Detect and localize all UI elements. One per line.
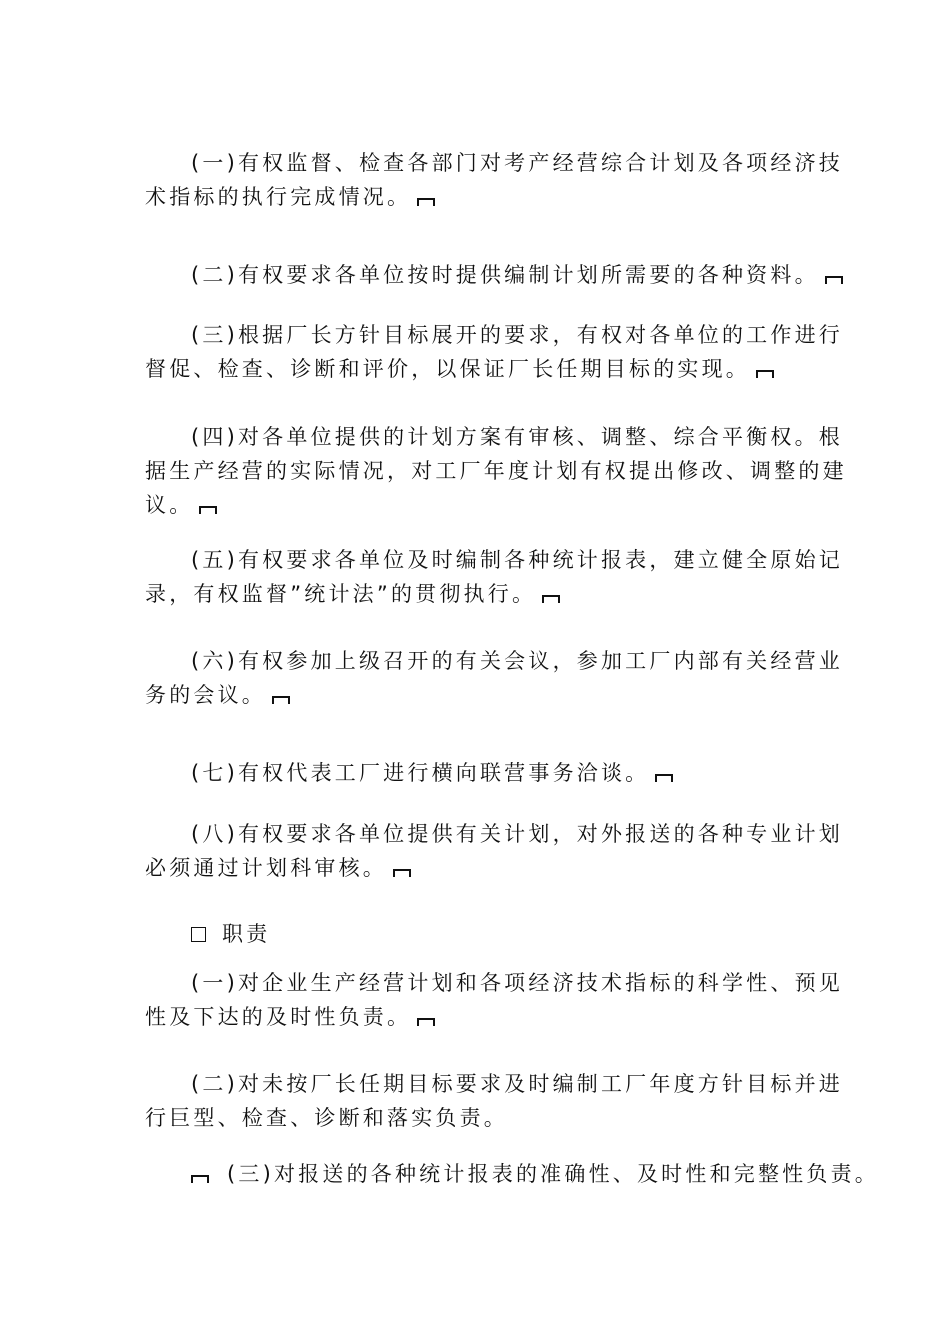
paragraph-line: (七)有权代表工厂进行横向联营事务洽谈。	[191, 761, 650, 785]
paragraph-mark-icon	[542, 595, 560, 603]
duties-paragraph-2	[145, 1067, 843, 1135]
paragraph-line: (一)有权监督、检查各部门对考产经营综合计划及各项经济技	[191, 151, 843, 175]
paragraph-line: 据生产经营的实际情况，对工厂年度计划有权提出修改、调整的建	[145, 459, 847, 483]
paragraph-line: (五)有权要求各单位及时编制各种统计报表，建立健全原始记	[191, 548, 843, 572]
paragraph-line: (二)有权要求各单位按时提供编制计划所需要的各种资料。	[191, 263, 819, 287]
paragraph-line: (八)有权要求各单位提供有关计划，对外报送的各种专业计划	[191, 822, 843, 846]
paragraph-line: (四)对各单位提供的计划方案有审核、调整、综合平衡权。根	[191, 425, 843, 449]
paragraph-mark-icon	[393, 869, 411, 877]
rights-paragraph-6	[145, 644, 843, 712]
paragraph-line: (三)对报送的各种统计报表的准确性、及时性和完整性负责。	[227, 1162, 879, 1186]
paragraph-mark-icon	[756, 370, 774, 378]
paragraph-line: 务的会议。	[145, 683, 266, 707]
rights-paragraph-4	[145, 420, 847, 522]
paragraph-line: (三)根据厂长方针目标展开的要求，有权对各单位的工作进行	[191, 323, 843, 347]
paragraph-mark-icon	[272, 696, 290, 704]
duties-paragraph-1	[145, 966, 843, 1034]
paragraph-line: (六)有权参加上级召开的有关会议，参加工厂内部有关经营业	[191, 649, 843, 673]
paragraph-mark-icon	[655, 774, 673, 782]
paragraph-line: (二)对未按厂长任期目标要求及时编制工厂年度方针目标并进	[191, 1072, 843, 1096]
section-heading	[145, 917, 825, 951]
paragraph-line: 术指标的执行完成情况。	[145, 185, 412, 209]
paragraph-line: 行巨型、检查、诊断和落实负责。	[145, 1106, 508, 1130]
section-heading-text: 职责	[222, 922, 271, 946]
rights-paragraph-7	[145, 756, 825, 790]
paragraph-line: 议。	[145, 493, 194, 517]
rights-paragraph-2	[145, 258, 825, 292]
paragraph-mark-icon	[825, 276, 843, 284]
duties-paragraph-3	[145, 1157, 879, 1191]
rights-paragraph-1	[145, 146, 843, 214]
paragraph-line: (一)对企业生产经营计划和各项经济技术指标的科学性、预见	[191, 971, 843, 995]
paragraph-line: 性及下达的及时性负责。	[145, 1005, 412, 1029]
paragraph-mark-icon	[191, 1175, 209, 1183]
paragraph-line: 督促、检查、诊断和评价，以保证厂长任期目标的实现。	[145, 357, 750, 381]
paragraph-line: 必须通过计划科审核。	[145, 856, 387, 880]
paragraph-mark-icon	[417, 198, 435, 206]
rights-paragraph-3	[145, 318, 843, 386]
paragraph-mark-icon	[199, 506, 217, 514]
rights-paragraph-5	[145, 543, 843, 611]
paragraph-mark-icon	[417, 1018, 435, 1026]
paragraph-line: 录，有权监督”统计法”的贯彻执行。	[145, 582, 537, 606]
checkbox-square-icon	[191, 927, 206, 942]
rights-paragraph-8	[145, 817, 843, 885]
